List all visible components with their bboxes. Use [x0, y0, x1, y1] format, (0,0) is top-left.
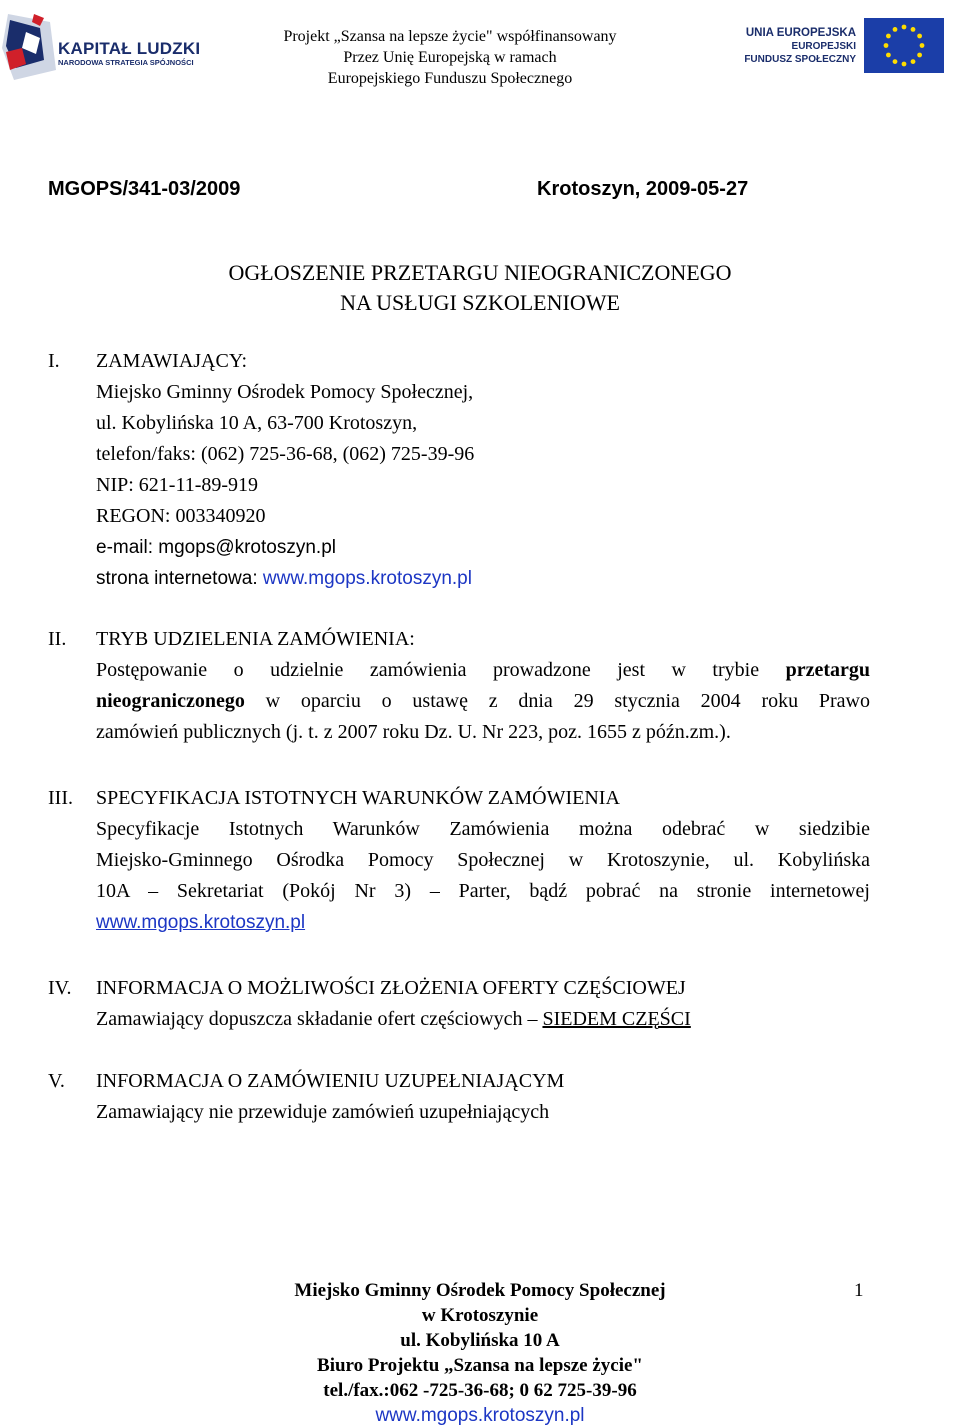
title-line-2: NA USŁUGI SZKOLENIOWE [340, 290, 620, 315]
website-label: strona internetowa: [96, 568, 258, 589]
page-header [0, 0, 960, 100]
footer-line-4: Biuro Projektu „Szansa na lepsze życie" [317, 1355, 643, 1376]
kapital-ludzki-logo [0, 8, 215, 86]
kapital-ludzki-title: KAPITAŁ LUDZKI [58, 39, 201, 58]
section-heading: SPECYFIKACJA ISTOTNYCH WARUNKÓW ZAMÓWIENIA [96, 787, 620, 809]
procedure-line-3: zamówień publicznych (j. t. z 2007 roku Dz. U. Nr 223, poz. 1655 z późn.zm.). [96, 721, 731, 743]
section-body [96, 1066, 870, 1128]
kapital-ludzki-subtitle: NARODOWA STRATEGIA SPÓJNOŚCI [58, 58, 194, 67]
ordering-party-website [96, 563, 870, 594]
section-body [96, 624, 870, 748]
section-body [96, 973, 870, 1035]
section-heading: INFORMACJA O ZAMÓWIENIU UZUPEŁNIAJĄCYM [96, 1070, 565, 1092]
project-line-1: Projekt „Szansa na lepsze życie" współfinansowany [283, 28, 617, 45]
section-partial-offers [48, 973, 870, 1039]
section-heading: INFORMACJA O MOŻLIWOŚCI ZŁOŻENIA OFERTY CZĘŚCIOWEJ [96, 977, 686, 999]
specification-line-1: Specyfikacje Istotnych Warunków Zamówienia można odebrać w siedzibie [96, 818, 870, 840]
section-number: III. [48, 787, 73, 809]
procedure-emphasis-2: nieograniczonego [96, 690, 245, 712]
procedure-line-2 [96, 686, 870, 717]
section-number: V. [48, 1070, 65, 1092]
specification-website-link[interactable]: www.mgops.krotoszyn.pl [96, 912, 306, 933]
kapital-ludzki-emblem-icon [0, 8, 60, 86]
ordering-party-email: e-mail: mgops@krotoszyn.pl [96, 537, 336, 558]
kapital-ludzki-wordmark [58, 39, 218, 68]
footer-line-1: Miejsko Gminny Ośrodek Pomocy Społecznej [294, 1280, 666, 1301]
footer-line-3: ul. Kobylińska 10 A [400, 1330, 560, 1351]
procedure-emphasis-1: przetargu [785, 659, 870, 681]
section-number: II. [48, 628, 67, 650]
procedure-text-1: Postępowanie o udzielnie zamówienia prowadzone jest w trybie [96, 659, 760, 681]
section-body [96, 783, 870, 938]
eu-logo [716, 6, 956, 92]
section-body [96, 346, 870, 594]
ordering-party-phone: telefon/faks: (062) 725-36-68, (062) 725-39-96 [96, 443, 475, 465]
eu-line-1: UNIA EUROPEJSKA [745, 27, 856, 39]
section-specification [48, 783, 870, 943]
footer-website-link[interactable]: www.mgops.krotoszyn.pl [375, 1405, 585, 1426]
partial-offers-count: SIEDEM CZĘŚCI [542, 1008, 691, 1030]
procedure-line-1 [96, 655, 870, 686]
document-reference: MGOPS/341-03/2009 [48, 178, 241, 200]
partial-offers-info: Zamawiający dopuszcza składanie ofert częściowych – [96, 1008, 538, 1030]
eu-wordmark [738, 26, 856, 66]
section-heading: TRYB UDZIELENIA ZAMÓWIENIA: [96, 628, 415, 650]
ordering-party-address: ul. Kobylińska 10 A, 63-700 Krotoszyn, [96, 412, 418, 434]
procedure-text-2: w oparciu o ustawę z dnia 29 stycznia 2004 roku Prawo [265, 690, 870, 712]
specification-line-2: Miejsko-Gminnego Ośrodka Pomocy Społecznej w Krotoszynie, ul. Kobylińska [96, 849, 870, 871]
ordering-party-name: Miejsko Gminny Ośrodek Pomocy Społecznej, [96, 381, 474, 403]
partial-offers-text [96, 1004, 870, 1035]
footer-line-5: tel./fax.:062 -725-36-68; 0 62 725-39-96 [323, 1380, 637, 1401]
section-number: I. [48, 350, 60, 372]
project-line-3: Europejskiego Funduszu Społecznego [327, 70, 573, 87]
section-supplementary-order [48, 1066, 870, 1132]
title-line-1: OGŁOSZENIE PRZETARGU NIEOGRANICZONEGO [228, 260, 732, 285]
website-link[interactable]: www.mgops.krotoszyn.pl [262, 568, 472, 589]
document-title [0, 258, 960, 318]
supplementary-order-text: Zamawiający nie przewiduje zamówień uzupełniających [96, 1101, 550, 1123]
section-heading: ZAMAWIAJĄCY: [96, 350, 247, 372]
ordering-party-regon: REGON: 003340920 [96, 505, 266, 527]
section-number: IV. [48, 977, 72, 999]
eu-flag-icon [864, 18, 944, 73]
project-info [240, 26, 660, 89]
eu-line-3: FUNDUSZ SPOŁECZNY [744, 54, 856, 65]
project-line-2: Przez Unię Europejską w ramach [343, 49, 557, 66]
footer-line-2: w Krotoszynie [421, 1305, 539, 1326]
place-date: Krotoszyn, 2009-05-27 [537, 178, 749, 200]
eu-line-2: EUROPEJSKI [791, 41, 856, 52]
section-procedure [48, 624, 870, 754]
page-footer [0, 1278, 960, 1428]
section-ordering-party [48, 346, 870, 606]
ordering-party-nip: NIP: 621-11-89-919 [96, 474, 259, 496]
specification-link-row [96, 907, 870, 938]
page-number: 1 [854, 1280, 864, 1301]
specification-line-3: 10A – Sekretariat (Pokój Nr 3) – Parter, bądź pobrać na stronie internetowej [96, 880, 870, 902]
